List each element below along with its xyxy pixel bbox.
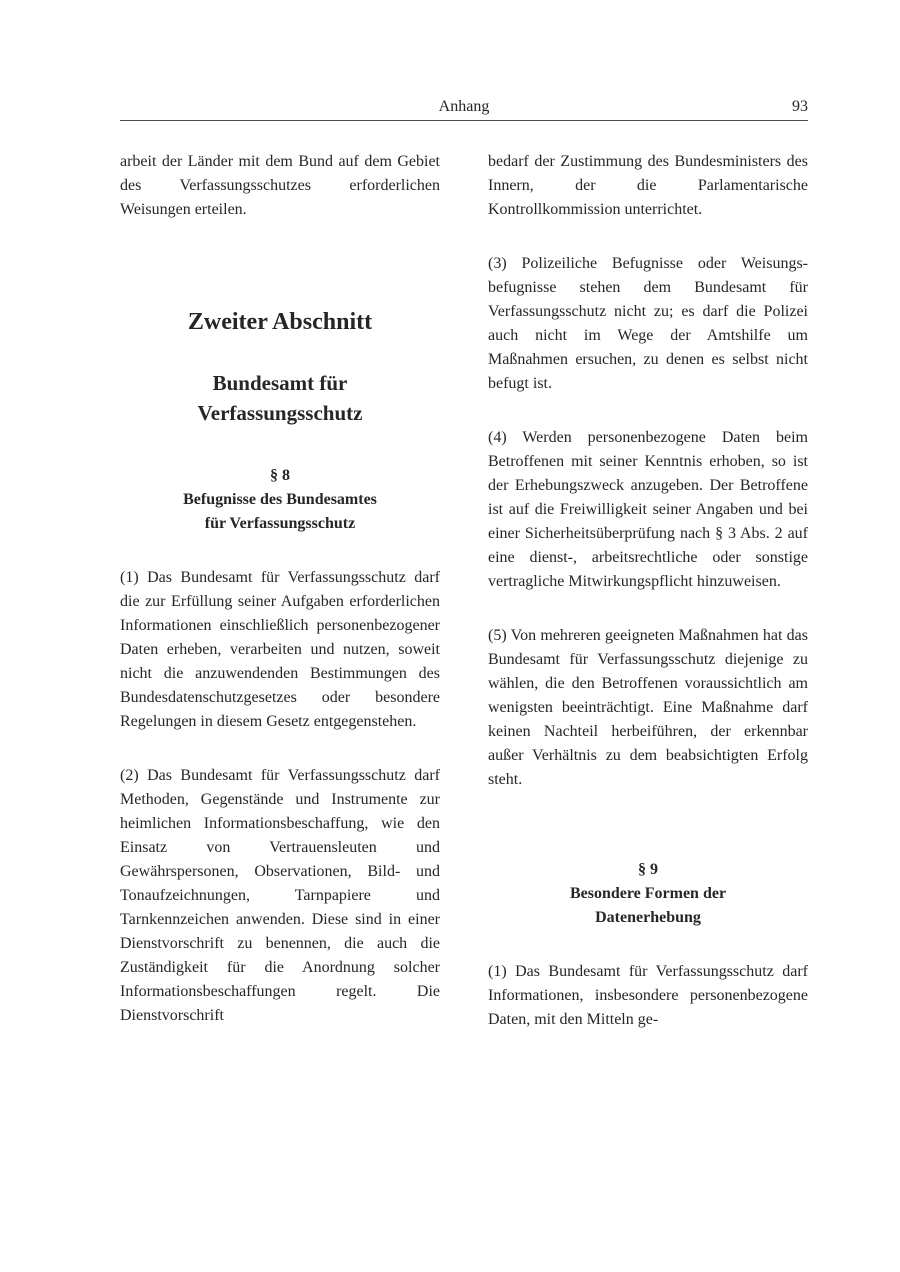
agency-heading-line1: Bundesamt für: [212, 371, 348, 395]
running-header: [120, 96, 808, 121]
paragraph-8-clause-2: (2) Das Bundesamt für Verfassungsschutz darf Methoden, Gegenstände und Instrumente zur heimlichen Informationsbeschaffung, wie den Einsatz von Vertrauensleuten und Gewährspersonen, Observationen, Bild- und Tonaufzeichnungen, Tarnpapiere und Tarnkennzeichen anwenden. Diese sind in einer Dienstvorschrift zu benennen, die auch die Zuständigkeit für die Anordnung solcher Informationsbeschaffungen regelt. Die Dienstvorschrift: [120, 767, 440, 1024]
paragraph-9-sign: § 9: [638, 861, 658, 878]
paragraph-8-clause-3: (3) Polizeiliche Befugnisse oder Weisungsbefugnisse stehen dem Bundesamt für Verfassungsschutz nicht zu; es darf die Polizei auch nicht im Wege der Amtshilfe um Maßnahmen ersuchen, zu denen es selbst nicht befugt ist.: [488, 255, 808, 392]
paragraph-8-clause-4: (4) Werden personenbezogene Daten beim Betroffenen mit seiner Kenntnis erhoben, so ist der Erhebungszweck anzugeben. Der Betroffene ist auf die Freiwilligkeit seiner Angaben und bei einer Sicherheitsüberprüfung nach § 3 Abs. 2 auf eine dienst-, arbeitsrechtliche oder sonstige vertragliche Mitwirkungspflicht hinzuweisen.: [488, 429, 808, 590]
paragraph-8-sign: § 8: [270, 467, 290, 484]
paragraph-9-title-line2: Datenerhebung: [595, 909, 701, 926]
paragraph-8-clause-5: (5) Von mehreren geeigneten Maßnahmen hat das Bundesamt für Verfassungsschutz diejenige zu wählen, die den Betroffenen voraussichtlich am wenigsten beeinträchtigt. Eine Maßnahme darf keinen Nachteil herbeiführen, der erkennbar außer Verhältnis zu dem beabsichtigten Erfolg steht.: [488, 627, 808, 788]
agency-heading-line2: Verfassungsschutz: [197, 401, 363, 425]
continuation-text: bedarf der Zustimmung des Bundesministers des Innern, der die Parlamentarische Kontrollkommission unterrichtet.: [488, 153, 808, 218]
paragraph-8-title-line2: für Verfassungsschutz: [204, 515, 356, 532]
continuation-text: arbeit der Länder mit dem Bund auf dem Gebiet des Verfassungsschutzes erforderlichen Weisungen erteilen.: [120, 153, 440, 218]
left-column: [120, 150, 440, 1028]
right-column: [488, 150, 808, 1032]
section-heading: Zweiter Abschnitt: [187, 309, 373, 335]
paragraph-9-clause-1: (1) Das Bundesamt für Verfassungsschutz darf Informationen, insbesondere personenbezogene Daten, mit den Mitteln ge-: [488, 963, 808, 1028]
paragraph-8-clause-1: (1) Das Bundesamt für Verfassungsschutz darf die zur Erfüllung seiner Aufgaben erforderlichen Informationen einschließlich personenbezogener Daten erheben, verarbeiten und nutzen, soweit nicht die anzuwendenden Bestimmungen des Bundesdatenschutzgesetzes oder besondere Regelungen in diesem Gesetz entgegenstehen.: [120, 569, 440, 730]
paragraph-8-title-line1: Befugnisse des Bundesamtes: [183, 491, 377, 508]
page-number: 93: [792, 98, 808, 115]
paragraph-9-title-line1: Besondere Formen der: [569, 885, 727, 902]
running-title: Anhang: [438, 98, 490, 115]
